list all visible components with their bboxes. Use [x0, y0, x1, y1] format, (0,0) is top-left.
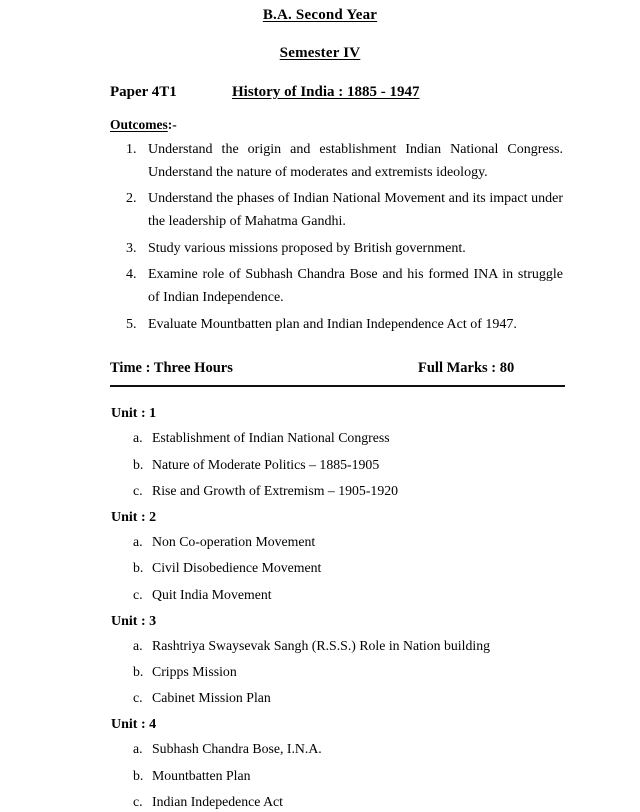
- section-divider: [110, 385, 565, 387]
- unit-heading: Unit : 3: [111, 613, 157, 629]
- unit-item-text: Rashtriya Swaysevak Sangh (R.S.S.) Role in Nation building: [152, 637, 491, 653]
- unit-item-marker: b.: [133, 664, 144, 680]
- outcome-item-text: Evaluate Mountbatten plan and Indian Independence Act of 1947.: [148, 316, 517, 332]
- outcome-item: [0, 238, 640, 261]
- unit-item-text: Subhash Chandra Bose, I.N.A.: [152, 741, 322, 757]
- unit-item-list: [0, 738, 640, 812]
- outcome-item-text: Understand the phases of Indian National Movement and its impact under the leadership of Mahatma Gandhi.: [148, 191, 563, 230]
- syllabus-page: [0, 7, 640, 809]
- unit-item: [0, 557, 640, 578]
- paper-row: [0, 84, 640, 101]
- unit-item: [0, 480, 640, 501]
- paper-title: History of India : 1885 - 1947: [232, 84, 420, 100]
- unit-heading: Unit : 4: [111, 717, 157, 733]
- unit-item-text: Civil Disobedience Movement: [152, 560, 322, 576]
- unit-item: [0, 584, 640, 605]
- outcome-item-marker: 5.: [126, 316, 137, 332]
- unit-item-text: Non Co-operation Movement: [152, 534, 316, 550]
- unit-item-text: Rise and Growth of Extremism – 1905-1920: [152, 482, 399, 498]
- unit-block: [0, 510, 640, 605]
- unit-item-list: [0, 531, 640, 605]
- outcome-item-text: Study various missions proposed by British government.: [148, 240, 466, 256]
- unit-item-marker: a.: [133, 534, 143, 550]
- unit-heading: Unit : 1: [111, 406, 157, 422]
- outcomes-heading-text: Outcomes: [110, 117, 168, 132]
- unit-item-marker: b.: [133, 767, 144, 783]
- outcomes-list: [0, 139, 640, 336]
- unit-item: [0, 531, 640, 552]
- unit-item-marker: a.: [133, 741, 143, 757]
- outcomes-heading: [0, 117, 640, 133]
- unit-item: [0, 635, 640, 656]
- unit-item-marker: c.: [133, 586, 143, 602]
- outcome-item: [0, 139, 640, 184]
- unit-item-text: Cripps Mission: [152, 664, 237, 680]
- unit-item-marker: b.: [133, 456, 144, 472]
- unit-item-text: Establishment of Indian National Congress: [152, 430, 390, 446]
- unit-item: [0, 661, 640, 682]
- exam-info-line: [0, 360, 640, 380]
- unit-item: [0, 454, 640, 475]
- outcome-item: [0, 188, 640, 233]
- unit-item-list: [0, 635, 640, 709]
- unit-item: [0, 687, 640, 708]
- semester-title: [0, 45, 640, 62]
- unit-block: [0, 614, 640, 709]
- paper-code: Paper 4T1: [110, 84, 177, 100]
- unit-item-text: Mountbatten Plan: [152, 767, 251, 783]
- semester-title-text: Semester IV: [279, 45, 361, 61]
- outcome-item-text: Examine role of Subhash Chandra Bose and his formed INA in struggle of Indian Independence.: [148, 267, 563, 306]
- unit-block: [0, 406, 640, 501]
- outcome-item-marker: 1.: [126, 142, 137, 157]
- unit-item-text: Nature of Moderate Politics – 1885-1905: [152, 456, 380, 472]
- outcomes-heading-suffix: :-: [167, 117, 177, 132]
- unit-item-marker: a.: [133, 637, 143, 653]
- program-title: [0, 7, 640, 24]
- outcome-item: [0, 264, 640, 309]
- unit-item-marker: c.: [133, 690, 143, 706]
- outcome-item-text: Understand the origin and establishment Indian National Congress. Understand the nature of moderates and extremists ideology.: [148, 142, 563, 180]
- unit-item: [0, 738, 640, 759]
- exam-time: Time : Three Hours: [110, 360, 233, 377]
- unit-item-text: Indian Indepedence Act: [152, 793, 284, 809]
- unit-item: [0, 791, 640, 812]
- units-container: [0, 406, 640, 812]
- unit-item: [0, 427, 640, 448]
- unit-item-text: Cabinet Mission Plan: [152, 690, 271, 706]
- unit-item-list: [0, 427, 640, 501]
- exam-full-marks: Full Marks : 80: [418, 360, 515, 377]
- unit-heading: Unit : 2: [111, 510, 157, 526]
- outcome-item-marker: 3.: [126, 240, 137, 256]
- unit-item-marker: b.: [133, 560, 144, 576]
- unit-item-text: Quit India Movement: [152, 586, 272, 602]
- unit-item: [0, 765, 640, 786]
- outcome-item-marker: 2.: [126, 191, 137, 207]
- program-title-text: B.A. Second Year: [262, 7, 378, 23]
- unit-item-marker: c.: [133, 482, 143, 498]
- outcome-item: [0, 314, 640, 337]
- unit-block: [0, 717, 640, 812]
- unit-item-marker: c.: [133, 793, 143, 809]
- outcome-item-marker: 4.: [126, 267, 137, 283]
- unit-item-marker: a.: [133, 430, 143, 446]
